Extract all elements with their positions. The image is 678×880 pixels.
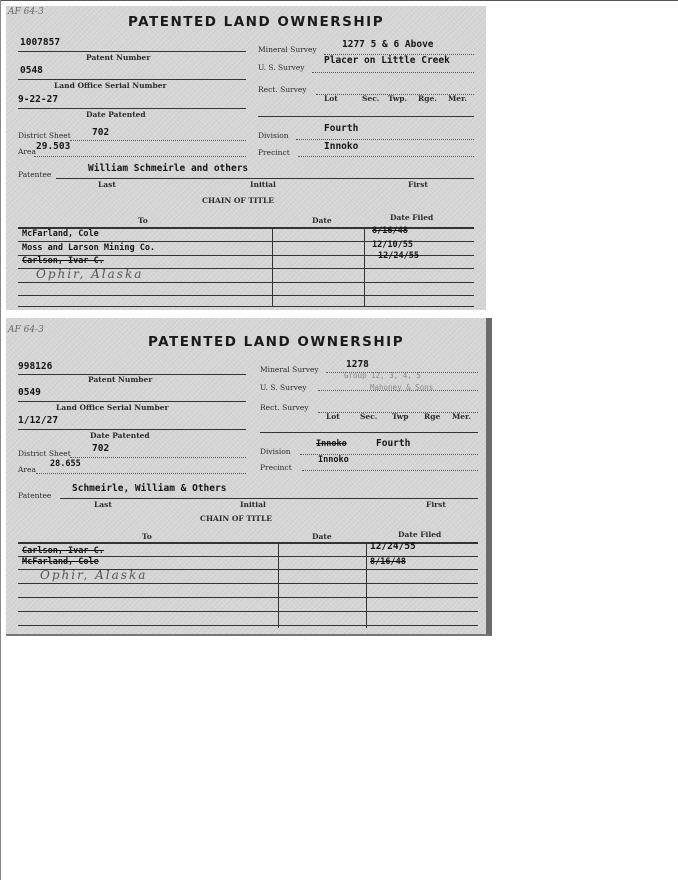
patentee-initial: Initial — [240, 500, 266, 509]
rule — [326, 372, 478, 373]
chain-row-3-filed: 12/24/55 — [378, 251, 419, 261]
patent-number-value: 1007857 — [20, 37, 61, 48]
precinct-label: Precinct — [260, 463, 292, 472]
table-row-rule — [18, 611, 478, 612]
us-survey-value: Placer on Little Creek — [324, 55, 450, 66]
district-sheet-label: District Sheet — [18, 449, 71, 458]
division-value: Fourth — [324, 123, 359, 134]
patentee-value: William Schmeirle and others — [88, 163, 249, 174]
rect-survey-label: Rect. Survey — [260, 403, 309, 412]
division-struck-value: Innoko — [316, 439, 347, 449]
col-date-filed: Date Filed — [390, 213, 434, 222]
chain-row-3-handwritten: Ophir, Alaska — [40, 568, 148, 582]
col-to: To — [142, 532, 152, 541]
rule — [60, 498, 478, 499]
area-value: 29.503 — [36, 141, 71, 152]
patentee-label: Patentee — [18, 170, 52, 179]
col-rge: Rge. — [418, 94, 437, 103]
district-sheet-value: 702 — [92, 443, 110, 454]
col-mer: Mer. — [452, 412, 471, 421]
patentee-initial: Initial — [250, 180, 276, 189]
col-rge: Rge — [424, 412, 441, 421]
table-divider — [278, 542, 279, 628]
area-label: Area — [18, 147, 36, 156]
table-row-rule — [18, 625, 478, 626]
chain-row-3-to: Carlson, Ivar C. — [22, 256, 104, 266]
chain-row-1-filed: 8/16/48 — [372, 226, 408, 236]
chain-row-4-handwritten: Ophir, Alaska — [36, 267, 144, 281]
rule — [70, 457, 246, 458]
mineral-survey-note: Group 12, 3, 4, 5 — [344, 371, 421, 380]
rect-survey-label: Rect. Survey — [258, 85, 307, 94]
district-sheet-label: District Sheet — [18, 131, 71, 140]
col-to: To — [138, 216, 148, 225]
col-lot: Lot — [326, 412, 340, 421]
corner-note: AF 64-3 — [8, 7, 44, 17]
rule — [34, 156, 246, 157]
col-sec: Sec. — [360, 412, 378, 421]
col-date: Date — [312, 216, 332, 225]
col-twp: Twp. — [388, 94, 408, 103]
chain-row-2-filed: 8/16/48 — [370, 557, 406, 567]
patent-number-label: Patent Number — [86, 53, 151, 62]
rule — [258, 116, 474, 117]
date-patented-label: Date Patented — [90, 431, 150, 440]
us-survey-label: U. S. Survey — [258, 63, 305, 72]
chain-of-title-heading: CHAIN OF TITLE — [200, 514, 272, 523]
chain-row-2-filed: 12/10/55 — [372, 240, 413, 250]
rule — [36, 473, 246, 474]
rule — [296, 139, 474, 140]
rule — [18, 51, 246, 52]
table-divider — [366, 542, 367, 628]
rule — [70, 140, 246, 141]
mineral-survey-label: Mineral Survey — [260, 365, 319, 374]
division-label: Division — [258, 131, 289, 140]
col-date: Date — [312, 532, 332, 541]
rule — [298, 156, 474, 157]
rule — [302, 470, 478, 471]
patent-number-value: 998126 — [18, 361, 53, 372]
col-date-filed: Date Filed — [398, 530, 442, 539]
table-row-rule — [18, 295, 474, 296]
rule — [18, 429, 246, 430]
division-value: Fourth — [376, 438, 411, 449]
patentee-first: First — [408, 180, 428, 189]
chain-row-1-filed: 12/24/55 — [370, 541, 416, 552]
table-row-rule — [18, 597, 478, 598]
col-mer: Mer. — [448, 94, 467, 103]
chain-row-1-to: Carlson, Ivar C. — [22, 546, 104, 556]
patentee-last: Last — [98, 180, 116, 189]
rule — [18, 401, 246, 402]
patent-number-label: Patent Number — [88, 375, 153, 384]
division-label: Division — [260, 447, 291, 456]
precinct-label: Precinct — [258, 148, 290, 157]
date-patented-value: 9-22-27 — [18, 94, 59, 105]
patentee-value: Schmeirle, William & Others — [72, 483, 227, 494]
col-twp: Twp — [392, 412, 409, 421]
table-row-rule — [18, 583, 478, 584]
table-row-rule — [18, 282, 474, 283]
chain-row-2-to: McFarland, Cole — [22, 557, 99, 567]
col-sec: Sec. — [362, 94, 380, 103]
mineral-survey-value: 1277 5 & 6 Above — [342, 39, 434, 50]
chain-row-2-to: Moss and Larson Mining Co. — [22, 243, 156, 253]
mineral-survey-value: 1278 — [346, 359, 369, 370]
mineral-survey-label: Mineral Survey — [258, 45, 317, 54]
rule — [56, 178, 474, 179]
patentee-last: Last — [94, 500, 112, 509]
area-value: 28.655 — [50, 459, 81, 469]
rule — [18, 108, 246, 109]
page-top-border — [0, 0, 678, 1]
col-lot: Lot — [324, 94, 338, 103]
serial-number-label: Land Office Serial Number — [56, 403, 169, 412]
patentee-label: Patentee — [18, 491, 52, 500]
date-patented-value: 1/12/27 — [18, 415, 59, 426]
serial-number-value: 0549 — [18, 387, 41, 398]
card-title: PATENTED LAND OWNERSHIP — [148, 334, 405, 350]
rule — [18, 79, 246, 80]
us-survey-note: Mahoney & Sons — [370, 383, 434, 392]
patentee-first: First — [426, 500, 446, 509]
us-survey-label: U. S. Survey — [260, 383, 307, 392]
district-sheet-value: 702 — [92, 127, 110, 138]
serial-number-label: Land Office Serial Number — [54, 81, 167, 90]
card-title: PATENTED LAND OWNERSHIP — [128, 14, 385, 30]
area-label: Area — [18, 465, 36, 474]
table-row-rule — [18, 306, 474, 307]
land-ownership-card-1 — [6, 6, 486, 310]
rule — [260, 432, 478, 433]
serial-number-value: 0548 — [20, 65, 43, 76]
precinct-value: Innoko — [324, 141, 359, 152]
precinct-value: Innoko — [318, 455, 349, 465]
date-patented-label: Date Patented — [86, 110, 146, 119]
rule — [312, 72, 474, 73]
page-left-border — [0, 0, 1, 880]
rule — [318, 390, 478, 391]
land-ownership-card-2 — [6, 318, 492, 636]
chain-of-title-heading: CHAIN OF TITLE — [202, 196, 274, 205]
corner-note: AF 64-3 — [8, 325, 44, 335]
chain-row-1-to: McFarland, Cole — [22, 229, 99, 239]
